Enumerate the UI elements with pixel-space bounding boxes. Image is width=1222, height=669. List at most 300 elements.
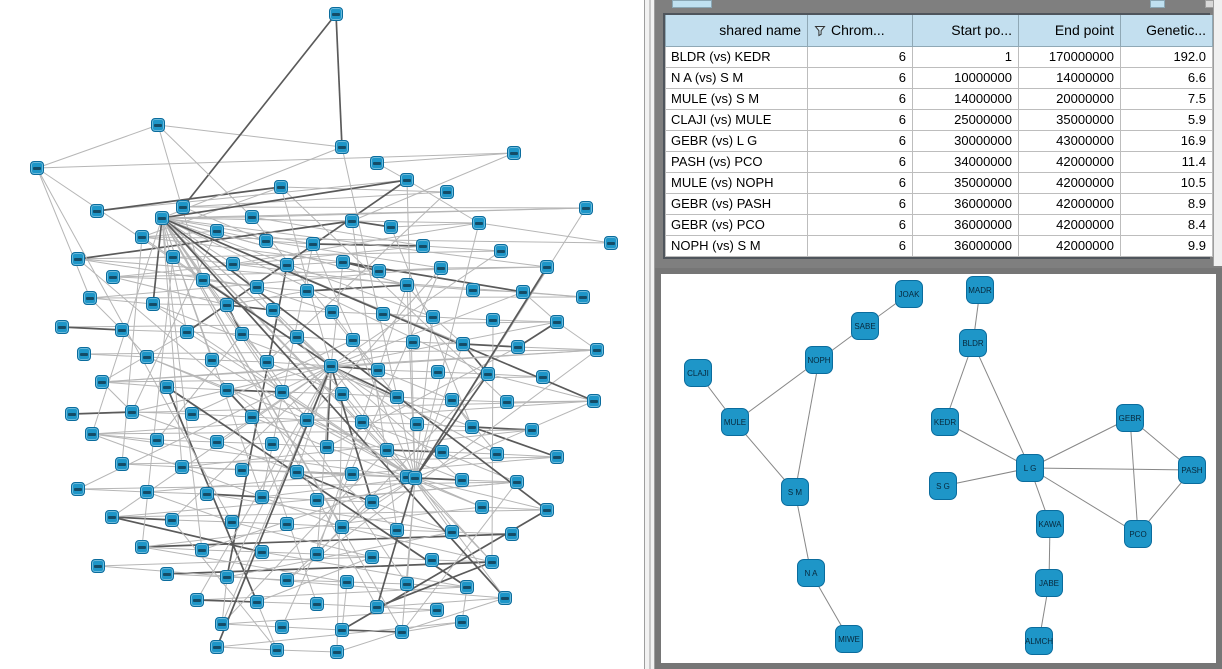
network-edges (661, 274, 1216, 663)
network-node[interactable] (265, 437, 279, 451)
table-cell[interactable]: 6 (808, 88, 913, 109)
table-cell[interactable]: CLAJI (vs) MULE (666, 109, 808, 130)
network-node[interactable] (370, 600, 384, 614)
network-node[interactable] (507, 146, 521, 160)
network-node[interactable] (165, 513, 179, 527)
network-node[interactable] (390, 523, 404, 537)
network-node[interactable] (384, 220, 398, 234)
scrolled-header-fragment (672, 0, 712, 8)
table-row[interactable] (666, 88, 1213, 109)
network-node[interactable] (200, 487, 214, 501)
table-cell[interactable]: 6 (808, 235, 913, 256)
network-edge[interactable] (257, 602, 317, 604)
table-row[interactable] (666, 109, 1213, 130)
network-node[interactable] (587, 394, 601, 408)
table-cell[interactable]: 34000000 (913, 151, 1019, 172)
network-node[interactable] (435, 445, 449, 459)
network-node[interactable] (330, 645, 344, 659)
network-node[interactable] (195, 543, 209, 557)
network-node[interactable] (310, 597, 324, 611)
network-node[interactable] (400, 577, 414, 591)
network-node[interactable] (71, 482, 85, 496)
network-node[interactable] (440, 185, 454, 199)
network-node[interactable] (135, 540, 149, 554)
network-edge[interactable] (479, 223, 611, 243)
network-node[interactable] (300, 413, 314, 427)
table-cell[interactable]: GEBR (vs) PCO (666, 214, 808, 235)
network-edge[interactable] (72, 412, 132, 414)
network-node[interactable] (306, 237, 320, 251)
network-node[interactable] (355, 415, 369, 429)
network-node[interactable] (125, 405, 139, 419)
table-cell[interactable]: PASH (vs) PCO (666, 151, 808, 172)
table-cell[interactable]: 30000000 (913, 130, 1019, 151)
table-cell[interactable]: BLDR (vs) KEDR (666, 46, 808, 67)
network-edge[interactable] (122, 330, 187, 332)
table-cell[interactable]: 9.9 (1121, 235, 1213, 256)
network-node[interactable] (95, 375, 109, 389)
table-cell[interactable]: 36000000 (913, 235, 1019, 256)
network-edge[interactable] (273, 310, 332, 312)
network-node[interactable] (550, 450, 564, 464)
network-node-n-a[interactable]: N A (797, 559, 825, 587)
column-header-startpo[interactable] (913, 15, 1019, 46)
network-edge[interactable] (122, 464, 182, 467)
table-cell[interactable]: 14000000 (913, 88, 1019, 109)
table-cell[interactable]: GEBR (vs) PASH (666, 193, 808, 214)
network-node[interactable] (431, 365, 445, 379)
network-edge[interactable] (62, 327, 122, 330)
network-node[interactable] (455, 615, 469, 629)
network-node[interactable] (511, 340, 525, 354)
network-edge[interactable] (153, 304, 227, 305)
network-edge[interactable] (287, 350, 597, 580)
network-node[interactable] (155, 211, 169, 225)
network-node[interactable] (55, 320, 69, 334)
network-node-noph[interactable]: NOPH (805, 346, 833, 374)
network-edge[interactable] (277, 650, 337, 652)
table-cell[interactable]: N A (vs) S M (666, 67, 808, 88)
network-node[interactable] (205, 353, 219, 367)
network-edge[interactable] (402, 482, 517, 632)
table-cell[interactable]: 6 (808, 109, 913, 130)
network-node-kedr[interactable]: KEDR (931, 408, 959, 436)
network-edge[interactable] (415, 478, 492, 562)
network-node[interactable] (472, 216, 486, 230)
table-cell[interactable]: 36000000 (913, 214, 1019, 235)
network-node[interactable] (550, 315, 564, 329)
table-cell[interactable]: 36000000 (913, 193, 1019, 214)
network-edge[interactable] (442, 452, 497, 454)
table-cell[interactable]: 6 (808, 214, 913, 235)
network-node[interactable] (370, 156, 384, 170)
network-node[interactable] (215, 617, 229, 631)
network-node[interactable] (220, 570, 234, 584)
network-edge[interactable] (463, 344, 518, 347)
network-edge[interactable] (287, 262, 343, 265)
network-node[interactable] (235, 463, 249, 477)
network-edge[interactable] (1130, 418, 1138, 534)
network-edge[interactable] (147, 492, 207, 494)
network-node[interactable] (225, 515, 239, 529)
network-node[interactable] (425, 553, 439, 567)
network-node[interactable] (445, 525, 459, 539)
network-edge[interactable] (795, 360, 819, 492)
network-node[interactable] (245, 210, 259, 224)
network-node[interactable] (525, 423, 539, 437)
network-node[interactable] (490, 447, 504, 461)
network-node[interactable] (336, 255, 350, 269)
network-node-pco[interactable]: PCO (1124, 520, 1152, 548)
network-node[interactable] (325, 305, 339, 319)
right-side-panel (655, 0, 1222, 669)
network-node[interactable] (260, 355, 274, 369)
network-node[interactable] (400, 173, 414, 187)
network-node[interactable] (310, 493, 324, 507)
network-node[interactable] (290, 465, 304, 479)
table-cell[interactable]: 42000000 (1019, 235, 1121, 256)
network-edge[interactable] (84, 354, 147, 357)
network-node[interactable] (540, 503, 554, 517)
network-edge[interactable] (222, 624, 282, 627)
table-cell[interactable]: 170000000 (1019, 46, 1121, 67)
network-node[interactable] (380, 443, 394, 457)
network-node[interactable] (151, 118, 165, 132)
network-node[interactable] (604, 236, 618, 250)
network-node[interactable] (280, 517, 294, 531)
network-node[interactable] (536, 370, 550, 384)
table-cell[interactable]: 6.6 (1121, 67, 1213, 88)
network-node[interactable] (335, 623, 349, 637)
network-node[interactable] (91, 559, 105, 573)
column-header-chrom[interactable] (808, 15, 913, 46)
network-node[interactable] (210, 435, 224, 449)
network-edge[interactable] (97, 180, 407, 211)
network-edge[interactable] (183, 14, 336, 207)
column-header-label: Chrom... (831, 22, 885, 39)
network-node[interactable] (430, 603, 444, 617)
table-cell[interactable]: 192.0 (1121, 46, 1213, 67)
table-cell[interactable]: 20000000 (1019, 88, 1121, 109)
network-node[interactable] (290, 330, 304, 344)
network-node[interactable] (85, 427, 99, 441)
table-cell[interactable]: 42000000 (1019, 151, 1121, 172)
network-edge[interactable] (433, 317, 493, 320)
network-node[interactable] (416, 239, 430, 253)
table-row[interactable] (666, 172, 1213, 193)
network-node[interactable] (498, 591, 512, 605)
network-node[interactable] (176, 200, 190, 214)
network-node-jabe[interactable]: JABE (1035, 569, 1063, 597)
table-cell[interactable]: 16.9 (1121, 130, 1213, 151)
network-node[interactable] (310, 547, 324, 561)
table-cell[interactable]: 42000000 (1019, 172, 1121, 193)
network-node[interactable] (105, 510, 119, 524)
network-node[interactable] (590, 343, 604, 357)
network-node[interactable] (160, 380, 174, 394)
network-edge[interactable] (217, 442, 272, 444)
network-node[interactable] (335, 140, 349, 154)
network-node-madr[interactable]: MADR (966, 276, 994, 304)
network-node[interactable] (485, 555, 499, 569)
network-node[interactable] (115, 457, 129, 471)
network-node[interactable] (340, 575, 354, 589)
network-node[interactable] (579, 201, 593, 215)
network-node[interactable] (335, 520, 349, 534)
network-edge[interactable] (973, 343, 1030, 468)
network-node[interactable] (510, 475, 524, 489)
network-edge[interactable] (197, 600, 257, 602)
column-header-sharedname[interactable] (666, 15, 808, 46)
network-node[interactable] (329, 7, 343, 21)
table-cell[interactable]: 1 (913, 46, 1019, 67)
network-node[interactable] (324, 359, 338, 373)
network-node[interactable] (266, 303, 280, 317)
network-node[interactable] (106, 270, 120, 284)
network-node[interactable] (434, 261, 448, 275)
network-edge[interactable] (452, 400, 507, 402)
table-cell[interactable]: 11.4 (1121, 151, 1213, 172)
table-row[interactable] (666, 193, 1213, 214)
column-header-genetic[interactable] (1121, 15, 1213, 46)
network-node[interactable] (71, 252, 85, 266)
network-edge[interactable] (282, 627, 342, 630)
network-node[interactable] (455, 473, 469, 487)
table-cell[interactable]: 6 (808, 151, 913, 172)
network-edge[interactable] (331, 292, 523, 366)
network-node[interactable] (320, 440, 334, 454)
network-node[interactable] (65, 407, 79, 421)
network-node-pash[interactable]: PASH (1178, 456, 1206, 484)
network-node[interactable] (275, 385, 289, 399)
table-cell[interactable]: MULE (vs) NOPH (666, 172, 808, 193)
network-node[interactable] (166, 250, 180, 264)
network-node-mule[interactable]: MULE (721, 408, 749, 436)
table-cell[interactable]: 10.5 (1121, 172, 1213, 193)
network-node[interactable] (426, 310, 440, 324)
network-edge[interactable] (122, 237, 142, 464)
panel-divider[interactable] (644, 0, 655, 669)
network-edge[interactable] (317, 604, 377, 607)
network-node[interactable] (408, 471, 422, 485)
table-cell[interactable]: NOPH (vs) S M (666, 235, 808, 256)
network-node[interactable] (371, 363, 385, 377)
network-node-joak[interactable]: JOAK (895, 280, 923, 308)
network-edge[interactable] (92, 434, 182, 467)
network-node[interactable] (190, 593, 204, 607)
network-edge[interactable] (518, 347, 597, 350)
network-node[interactable] (346, 333, 360, 347)
network-node[interactable] (270, 643, 284, 657)
network-edge[interactable] (353, 340, 413, 342)
network-node[interactable] (300, 284, 314, 298)
network-node[interactable] (486, 313, 500, 327)
table-cell[interactable]: 14000000 (1019, 67, 1121, 88)
network-node[interactable] (376, 307, 390, 321)
network-node[interactable] (465, 420, 479, 434)
network-edge[interactable] (217, 647, 277, 650)
network-edge[interactable] (362, 422, 417, 424)
network-edge[interactable] (37, 168, 90, 298)
network-edge[interactable] (347, 582, 407, 584)
network-node[interactable] (185, 407, 199, 421)
network-node[interactable] (146, 297, 160, 311)
network-node[interactable] (140, 485, 154, 499)
table-cell[interactable]: 8.9 (1121, 193, 1213, 214)
network-node[interactable] (90, 204, 104, 218)
network-node-l-g[interactable]: L G (1016, 454, 1044, 482)
network-node[interactable] (372, 264, 386, 278)
network-node[interactable] (460, 580, 474, 594)
network-node[interactable] (210, 224, 224, 238)
network-node[interactable] (481, 367, 495, 381)
network-edge[interactable] (162, 218, 479, 223)
network-node[interactable] (175, 460, 189, 474)
network-node[interactable] (494, 244, 508, 258)
network-edge[interactable] (267, 362, 331, 366)
network-node[interactable] (115, 323, 129, 337)
network-node[interactable] (250, 280, 264, 294)
network-node[interactable] (280, 258, 294, 272)
network-node-sabe[interactable]: SABE (851, 312, 879, 340)
network-node[interactable] (255, 545, 269, 559)
table-cell[interactable]: 7.5 (1121, 88, 1213, 109)
network-node[interactable] (196, 273, 210, 287)
table-cell[interactable]: 10000000 (913, 67, 1019, 88)
network-edge[interactable] (423, 246, 501, 251)
network-node[interactable] (445, 393, 459, 407)
network-edge[interactable] (162, 218, 488, 374)
network-node[interactable] (180, 325, 194, 339)
network-node[interactable] (140, 350, 154, 364)
filtered-network-view[interactable] (655, 268, 1222, 669)
table-cell[interactable]: GEBR (vs) L G (666, 130, 808, 151)
table-cell[interactable]: 8.4 (1121, 214, 1213, 235)
network-node[interactable] (150, 433, 164, 447)
network-edge[interactable] (78, 489, 147, 492)
network-node[interactable] (77, 347, 91, 361)
table-row[interactable] (666, 214, 1213, 235)
table-cell[interactable]: 6 (808, 130, 913, 151)
network-node[interactable] (400, 278, 414, 292)
network-edge[interactable] (113, 277, 203, 280)
table-cell[interactable]: 6 (808, 46, 913, 67)
network-edge[interactable] (377, 607, 437, 610)
network-node[interactable] (475, 500, 489, 514)
network-node[interactable] (135, 230, 149, 244)
filter-funnel-icon[interactable] (814, 24, 826, 36)
table-cell[interactable]: 25000000 (913, 109, 1019, 130)
network-node[interactable] (540, 260, 554, 274)
network-node[interactable] (280, 573, 294, 587)
network-node[interactable] (255, 490, 269, 504)
table-cell[interactable]: 35000000 (913, 172, 1019, 193)
network-node[interactable] (406, 335, 420, 349)
network-node-gebr[interactable]: GEBR (1116, 404, 1144, 432)
network-node-miwe[interactable]: MIWE (835, 625, 863, 653)
network-node[interactable] (235, 327, 249, 341)
network-node[interactable] (274, 180, 288, 194)
network-edge[interactable] (132, 412, 192, 414)
column-header-endpoint[interactable] (1019, 15, 1121, 46)
network-node[interactable] (210, 640, 224, 654)
network-edge[interactable] (158, 125, 342, 147)
network-node[interactable] (160, 567, 174, 581)
network-edge[interactable] (62, 322, 557, 327)
table-row[interactable] (666, 235, 1213, 256)
network-node[interactable] (410, 417, 424, 431)
table-row[interactable] (666, 151, 1213, 172)
network-node-s-m[interactable]: S M (781, 478, 809, 506)
network-node[interactable] (220, 298, 234, 312)
table-cell[interactable]: 6 (808, 172, 913, 193)
network-node[interactable] (365, 550, 379, 564)
network-node[interactable] (345, 214, 359, 228)
network-node[interactable] (390, 390, 404, 404)
network-edge[interactable] (147, 492, 232, 522)
network-node[interactable] (345, 467, 359, 481)
network-node[interactable] (335, 387, 349, 401)
network-node[interactable] (245, 410, 259, 424)
network-node-almch[interactable]: ALMCH (1025, 627, 1053, 655)
table-cell[interactable]: 6 (808, 67, 913, 88)
table-cell[interactable]: 6 (808, 193, 913, 214)
table-cell[interactable]: 42000000 (1019, 214, 1121, 235)
network-node[interactable] (456, 337, 470, 351)
table-cell[interactable]: 42000000 (1019, 193, 1121, 214)
panel-divider[interactable] (1213, 0, 1222, 266)
table-row[interactable] (666, 130, 1213, 151)
table-cell[interactable]: 5.9 (1121, 109, 1213, 130)
table-cell[interactable]: 43000000 (1019, 130, 1121, 151)
network-edge[interactable] (297, 337, 353, 340)
network-edge[interactable] (90, 298, 153, 304)
network-node[interactable] (220, 383, 234, 397)
table-cell[interactable]: 35000000 (1019, 109, 1121, 130)
network-node-kawa[interactable]: KAWA (1036, 510, 1064, 538)
network-node[interactable] (516, 285, 530, 299)
network-edge[interactable] (1030, 468, 1192, 470)
network-node-bldr[interactable]: BLDR (959, 329, 987, 357)
network-node[interactable] (395, 625, 409, 639)
network-node[interactable] (259, 234, 273, 248)
network-node[interactable] (30, 161, 44, 175)
network-node[interactable] (275, 620, 289, 634)
network-node[interactable] (500, 395, 514, 409)
network-node[interactable] (83, 291, 97, 305)
network-edge[interactable] (217, 366, 331, 442)
network-edge[interactable] (378, 370, 438, 372)
network-node[interactable] (576, 290, 590, 304)
network-node-s-g[interactable]: S G (929, 472, 957, 500)
table-cell[interactable]: MULE (vs) S M (666, 88, 808, 109)
network-node-claji[interactable]: CLAJI (684, 359, 712, 387)
network-edge[interactable] (37, 125, 158, 168)
table-row[interactable] (666, 46, 1213, 67)
network-edge[interactable] (162, 208, 586, 218)
network-node[interactable] (226, 257, 240, 271)
network-edge[interactable] (37, 153, 514, 168)
network-node[interactable] (505, 527, 519, 541)
network-edge[interactable] (37, 168, 232, 522)
network-edge[interactable] (192, 414, 252, 417)
network-node[interactable] (466, 283, 480, 297)
network-edge[interactable] (1030, 418, 1130, 468)
network-node[interactable] (250, 595, 264, 609)
table-row[interactable] (666, 67, 1213, 88)
network-edge[interactable] (336, 14, 342, 147)
network-node[interactable] (365, 495, 379, 509)
